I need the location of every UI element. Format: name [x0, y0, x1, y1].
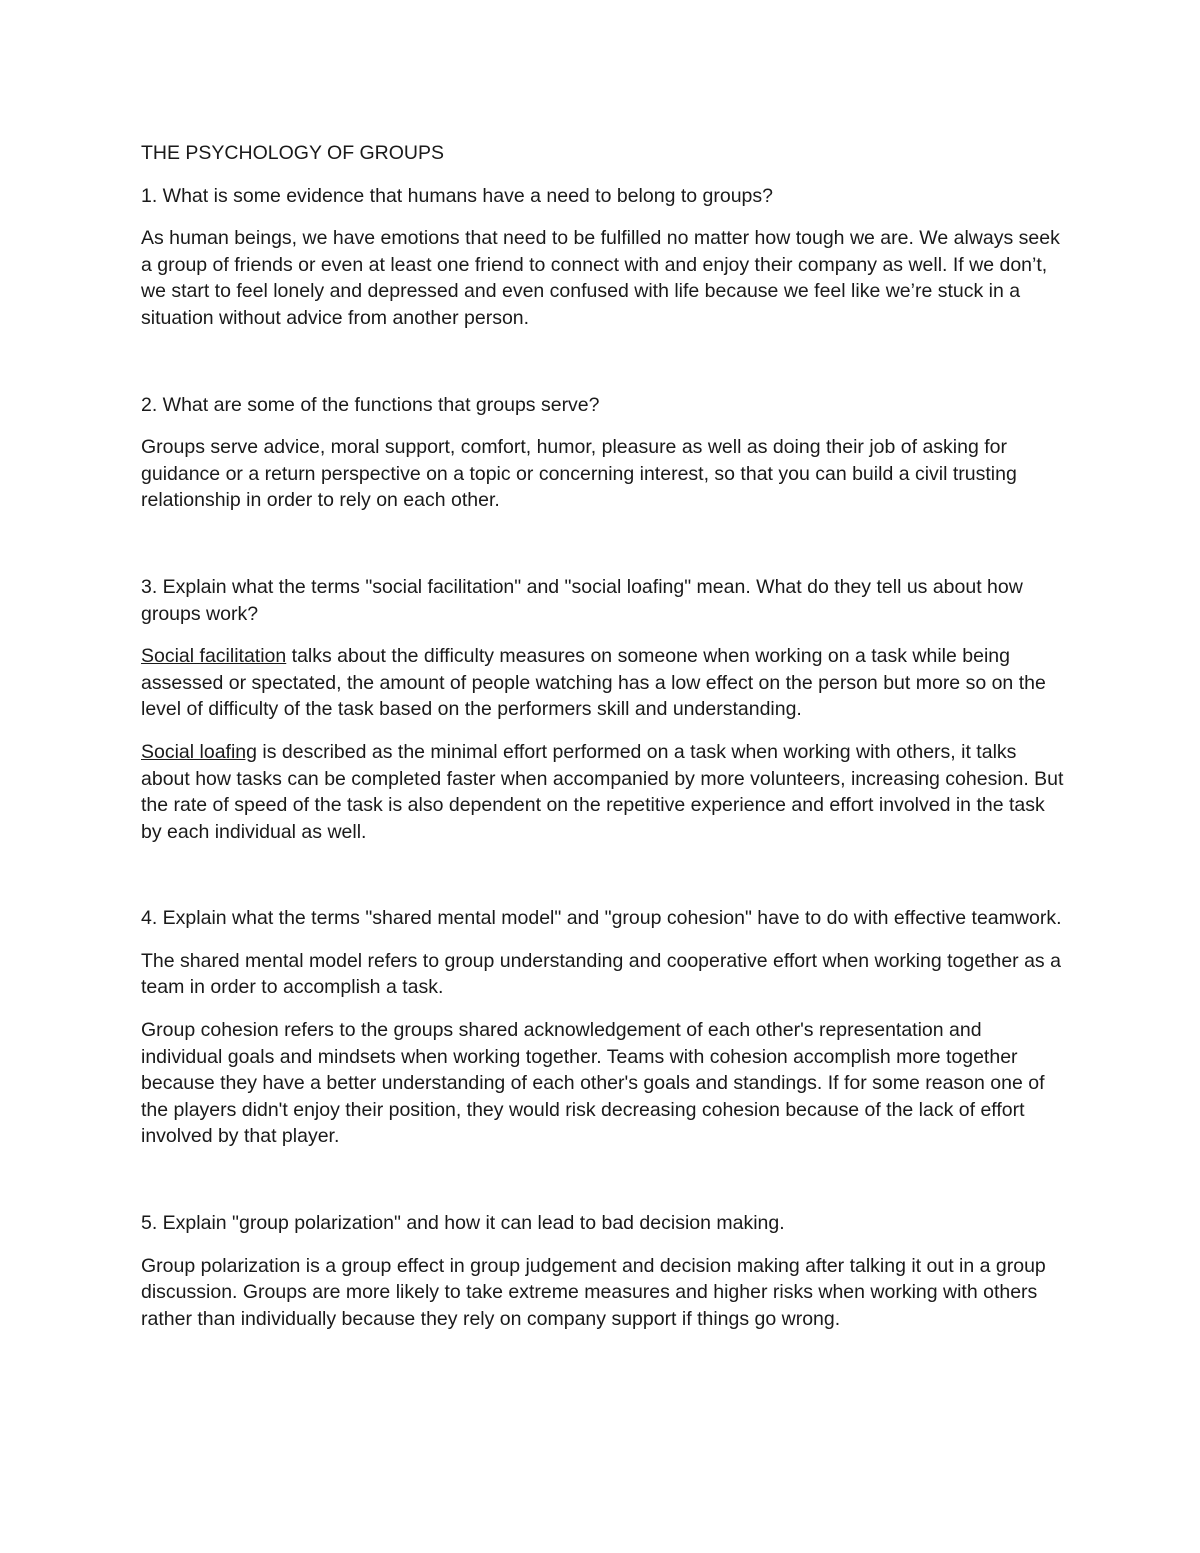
question-3: 3. Explain what the terms "social facilitation" and "social loafing" mean. What do they tell us about how groups work? — [141, 575, 1023, 625]
answer-4-group-cohesion: Group cohesion refers to the groups shared acknowledgement of each other's representation and individual goals and mindsets when working together. Teams with cohesion accomplish more together because they have a better understanding of each other's goals and standings. If for some reason one of the players didn't enjoy their position, they would risk decreasing cohesion because of the lack of effort involved by that player. — [141, 1019, 1045, 1148]
term-social-facilitation: Social facilitation — [141, 645, 287, 668]
question-2: 2. What are some of the functions that groups serve? — [141, 393, 600, 416]
answer-3-social-loafing-text: is described as the minimal effort performed on a task when working with others, it talks about how tasks can be completed faster when accompanied by more volunteers, increasing cohesion. But the rate of speed of the task is also dependent on the repetitive experience and effort involved in the task by each individual as well. — [141, 740, 1064, 843]
answer-4-shared-mental-model: The shared mental model refers to group understanding and cooperative effort when working together as a team in order to accomplish a task. — [141, 949, 1061, 999]
answer-3-social-facilitation — [141, 643, 1066, 723]
answer-3-social-loafing — [141, 739, 1066, 845]
answer-1: As human beings, we have emotions that need to be fulfilled no matter how tough we are. We always seek a group of friends or even at least one friend to connect with and enjoy their company as well. If we don’t, we start to feel lonely and depressed and even confused with life because we feel like we’re stuck in a situation without advice from another person. — [141, 227, 1060, 329]
answer-5: Group polarization is a group effect in group judgement and decision making after talking it out in a group discussion. Groups are more likely to take extreme measures and higher risks when working with others rather than individually because they rely on company support if things go wrong. — [141, 1254, 1046, 1330]
document-title: THE PSYCHOLOGY OF GROUPS — [141, 142, 445, 164]
answer-2: Groups serve advice, moral support, comfort, humor, pleasure as well as doing their job of asking for guidance or a return perspective on a topic or concerning interest, so that you can build a civil trusting relationship in order to rely on each other. — [141, 436, 1017, 512]
question-4: 4. Explain what the terms "shared mental model" and "group cohesion" have to do with effective teamwork. — [141, 907, 1062, 930]
question-1: 1. What is some evidence that humans have a need to belong to groups? — [141, 184, 773, 207]
question-5: 5. Explain "group polarization" and how it can lead to bad decision making. — [141, 1212, 785, 1235]
term-social-loafing: Social loafing — [141, 740, 257, 763]
answer-3-social-facilitation-text: talks about the difficulty measures on someone when working on a task while being assessed or spectated, the amount of people watching has a low effect on the person but more so on the level of difficulty of the task based on the performers skill and understanding. — [141, 645, 1046, 721]
document-body — [141, 140, 1066, 1348]
